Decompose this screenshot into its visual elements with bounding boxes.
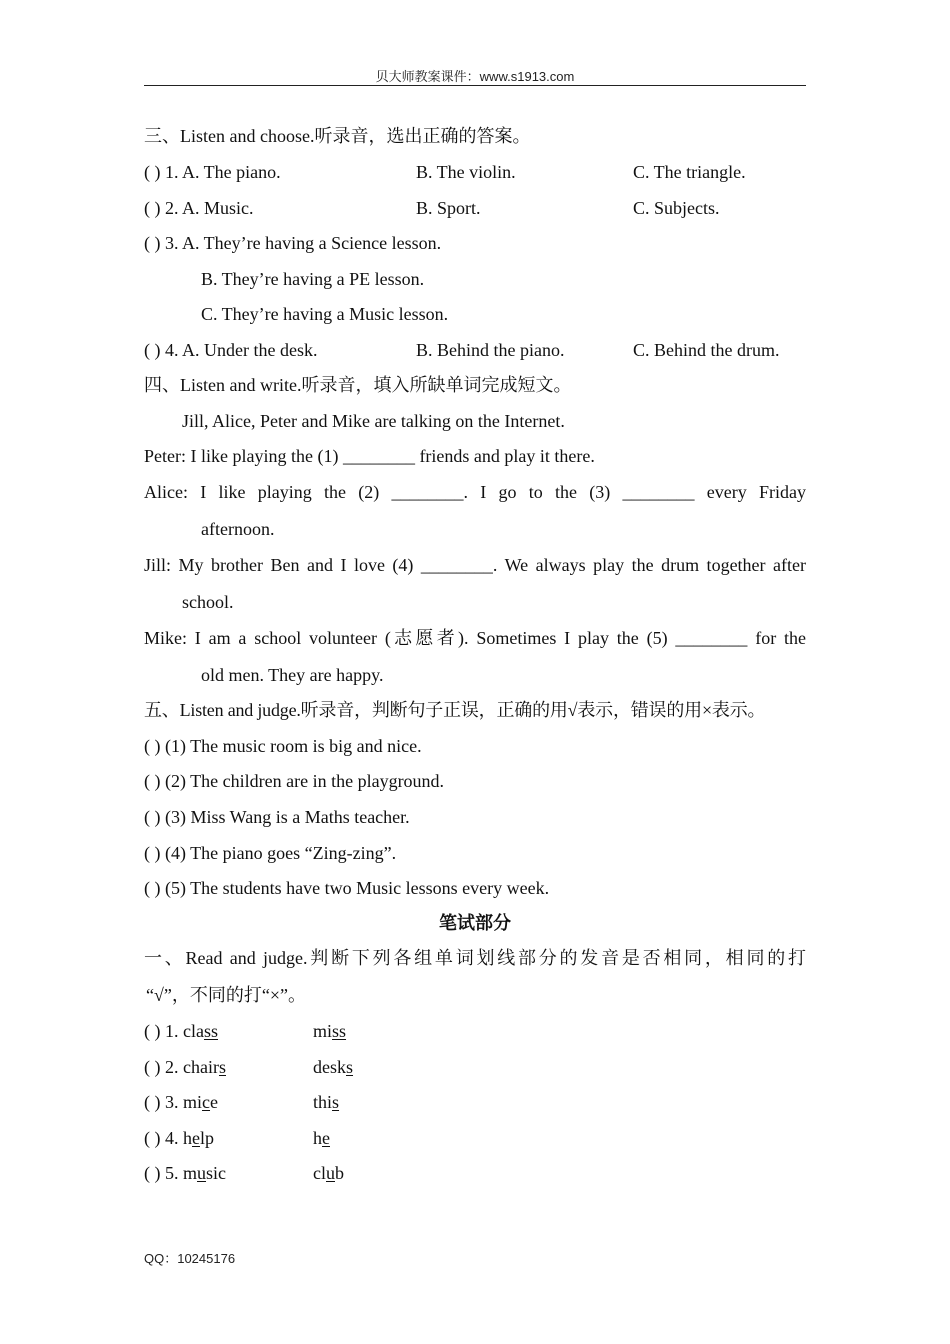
written-s1-title-line2: “√”，不同的打“×”。 xyxy=(146,985,306,1005)
s4-peter: Peter: I like playing the (1) ________ friends and play it there. xyxy=(144,446,595,466)
pair-4-word2: he xyxy=(313,1128,330,1148)
s3-q3-b: B. They’re having a PE lesson. xyxy=(201,269,425,289)
s5-item-3: ( ) (3) Miss Wang is a Maths teacher. xyxy=(144,807,410,827)
s3-q1-b: B. The violin. xyxy=(416,162,516,182)
pair-2-word2: desks xyxy=(313,1057,354,1077)
underlined-letters: u xyxy=(197,1163,207,1183)
s3-q3-c: C. They’re having a Music lesson. xyxy=(201,304,449,324)
underlined-letters: s xyxy=(218,1057,226,1077)
section4-title: 四、Listen and write.听录音，填入所缺单词完成短文。 xyxy=(144,375,572,395)
written-s1-title-line1: 一、Read and judge.判断下列各组单词划线部分的发音是否相同，相同的打 xyxy=(144,948,806,968)
s5-item-1: ( ) (1) The music room is big and nice. xyxy=(144,736,422,756)
pair-2-word1: ( ) 2. chairs xyxy=(144,1057,226,1077)
page-header: 贝大师教案课件：www.s1913.com xyxy=(375,69,575,84)
pair-1-word2: miss xyxy=(313,1021,347,1041)
s3-q4-b: B. Behind the piano. xyxy=(416,340,565,360)
s5-item-5: ( ) (5) The students have two Music lessons every week. xyxy=(144,878,550,898)
s4-jill-line2: school. xyxy=(182,592,234,612)
pair-5-word2: club xyxy=(313,1163,344,1183)
underlined-letters: ss xyxy=(332,1021,347,1041)
written-part-title: 笔试部分 xyxy=(439,913,511,933)
s4-mike-line2: old men. They are happy. xyxy=(201,665,384,685)
s3-q3-a: ( ) 3. A. They’re having a Science lesson. xyxy=(144,233,442,253)
pair-1-word1: ( ) 1. class xyxy=(144,1021,218,1041)
s3-q4-c: C. Behind the drum. xyxy=(633,340,780,360)
s4-jill-line1: Jill: My brother Ben and I love (4) ________. We always play the drum together after xyxy=(144,555,806,575)
s4-alice-line1: Alice: I like playing the (2) ________. I go to the (3) ________ every Friday xyxy=(144,482,806,502)
s4-alice-line2: afternoon. xyxy=(201,519,275,539)
s4-mike-line1: Mike: I am a school volunteer (志愿者). Sometimes I play the (5) ________ for the xyxy=(144,628,806,648)
pair-5-word1: ( ) 5. music xyxy=(144,1163,227,1183)
pair-4-word1: ( ) 4. help xyxy=(144,1128,215,1148)
s3-q1-a: ( ) 1. A. The piano. xyxy=(144,162,281,182)
s4-intro: Jill, Alice, Peter and Mike are talking on the Internet. xyxy=(182,411,565,431)
s3-q2-a: ( ) 2. A. Music. xyxy=(144,198,254,218)
pair-3-word1: ( ) 3. mice xyxy=(144,1092,219,1112)
s5-item-2: ( ) (2) The children are in the playground. xyxy=(144,771,445,791)
s3-q2-b: B. Sport. xyxy=(416,198,481,218)
section3-title: 三、Listen and choose.听录音，选出正确的答案。 xyxy=(144,126,531,146)
underlined-letters: s xyxy=(332,1092,340,1112)
underlined-letters: s xyxy=(346,1057,354,1077)
page-footer: QQ：10245176 xyxy=(144,1251,236,1266)
s3-q1-c: C. The triangle. xyxy=(633,162,746,182)
header-rule xyxy=(144,85,806,86)
s3-q2-c: C. Subjects. xyxy=(633,198,720,218)
section5-title: 五、Listen and judge.听录音，判断句子正误，正确的用√表示，错误的用×表示。 xyxy=(144,700,766,720)
pair-3-word2: this xyxy=(313,1092,340,1112)
underlined-letters: c xyxy=(202,1092,211,1112)
underlined-letters: u xyxy=(326,1163,335,1183)
underlined-letters: e xyxy=(322,1128,330,1148)
s3-q4-a: ( ) 4. A. Under the desk. xyxy=(144,340,318,360)
s5-item-4: ( ) (4) The piano goes “Zing-zing”. xyxy=(144,843,397,863)
underlined-letters: e xyxy=(192,1128,200,1148)
underlined-letters: ss xyxy=(203,1021,218,1041)
